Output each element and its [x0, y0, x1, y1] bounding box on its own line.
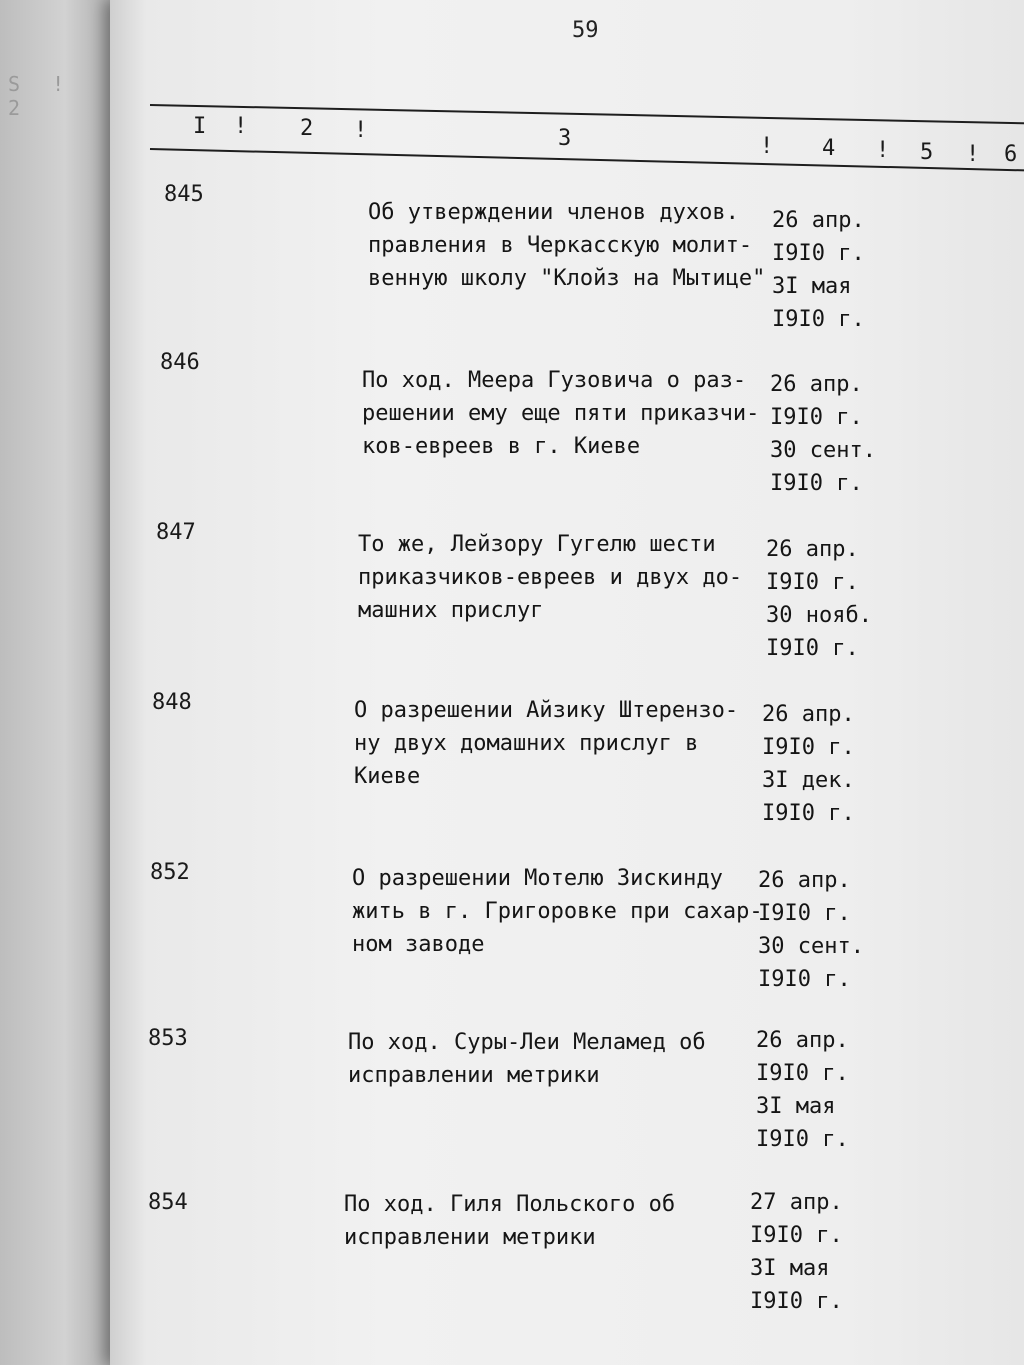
entry-dates: 26 апр. I9I0 г. 3I мая I9I0 г.: [772, 208, 865, 332]
entry-number: 852: [150, 860, 190, 885]
entry-dates: 26 апр. I9I0 г. 30 сент. I9I0 г.: [770, 372, 876, 496]
entry-title: О разрешении Мотелю Зискинду жить в г. Григоровке при сахар- ном заводе: [352, 866, 763, 957]
entry-number: 845: [164, 182, 204, 207]
facing-page-margin-marks: S ! 2: [8, 72, 75, 120]
page-number: 59: [572, 18, 599, 43]
entry-title: По ход. Гиля Польского об исправлении метрики: [344, 1192, 676, 1250]
entry-number: 854: [148, 1190, 188, 1215]
entry-number: 846: [160, 350, 200, 375]
column-header-3: 3: [558, 126, 572, 151]
entry-dates: 26 апр. I9I0 г. 3I дек. I9I0 г.: [762, 702, 855, 826]
entry-dates: 26 апр. I9I0 г. 30 сент. I9I0 г.: [758, 868, 864, 992]
entry-dates: 27 апр. I9I0 г. 3I мая I9I0 г.: [750, 1190, 843, 1314]
entry-number: 848: [152, 690, 192, 715]
column-separator: !: [760, 134, 774, 159]
column-header-6: 6: [1004, 142, 1018, 167]
entry-title: По ход. Суры-Леи Меламед об исправлении метрики: [348, 1030, 706, 1088]
entry-title: О разрешении Айзику Штерензо- ну двух домашних прислуг в Киеве: [354, 698, 739, 789]
column-header-5: 5: [920, 140, 934, 165]
entry-title: Об утверждении членов духов. правления в Черкасскую молит- венную школу "Клойз на Мытице": [368, 200, 766, 291]
column-header-1: I: [193, 114, 207, 139]
column-separator: !: [234, 114, 248, 139]
column-separator: !: [354, 118, 368, 143]
entry-title: По ход. Меера Гузовича о раз- решении ему еще пяти приказчи- ков-евреев в г. Киеве: [362, 368, 760, 459]
entry-dates: 26 апр. I9I0 г. 30 нояб. I9I0 г.: [766, 537, 872, 661]
facing-page-edge: [0, 0, 118, 1365]
entry-title: То же, Лейзору Гугелю шести приказчиков-евреев и двух до- машних прислуг: [358, 532, 743, 623]
entry-number: 853: [148, 1026, 188, 1051]
column-header-2: 2: [300, 116, 314, 141]
column-separator: !: [966, 142, 980, 167]
column-separator: !: [876, 138, 890, 163]
entry-dates: 26 апр. I9I0 г. 3I мая I9I0 г.: [756, 1028, 849, 1152]
entry-number: 847: [156, 520, 196, 545]
column-header-4: 4: [822, 136, 836, 161]
